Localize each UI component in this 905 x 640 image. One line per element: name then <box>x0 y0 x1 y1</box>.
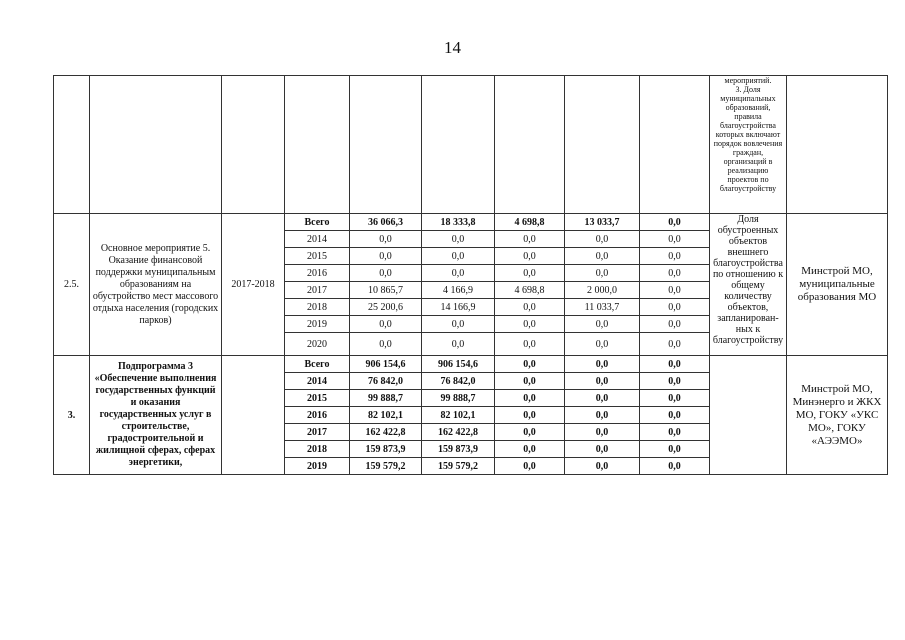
indicator-cell <box>710 356 787 475</box>
value-cell-c4: 0,0 <box>565 458 640 475</box>
value-cell-c3: 0,0 <box>495 248 565 265</box>
value-cell-c4: 0,0 <box>565 373 640 390</box>
year-label-cell: 2017 <box>285 282 350 299</box>
cont-c5-cell <box>640 76 710 214</box>
year-label-cell: 2018 <box>285 441 350 458</box>
value-cell-c4: 0,0 <box>565 356 640 373</box>
value-cell-c1: 159 579,2 <box>350 458 422 475</box>
value-cell-c1: 82 102,1 <box>350 407 422 424</box>
cont-label-cell <box>285 76 350 214</box>
table-row <box>54 214 888 231</box>
cont-executor-cell <box>787 76 888 214</box>
value-cell-c2: 906 154,6 <box>422 356 495 373</box>
value-cell-c1: 162 422,8 <box>350 424 422 441</box>
value-cell-c5: 0,0 <box>640 299 710 316</box>
value-cell-c3: 4 698,8 <box>495 214 565 231</box>
value-cell-c4: 0,0 <box>565 424 640 441</box>
value-cell-c2: 0,0 <box>422 316 495 333</box>
cont-c3-cell <box>495 76 565 214</box>
value-cell-c4: 11 033,7 <box>565 299 640 316</box>
value-cell-c1: 0,0 <box>350 248 422 265</box>
value-cell-c1: 99 888,7 <box>350 390 422 407</box>
value-cell-c3: 4 698,8 <box>495 282 565 299</box>
value-cell-c5: 0,0 <box>640 424 710 441</box>
value-cell-c5: 0,0 <box>640 390 710 407</box>
year-label-cell: 2018 <box>285 299 350 316</box>
value-cell-c4: 0,0 <box>565 231 640 248</box>
value-cell-c4: 0,0 <box>565 248 640 265</box>
value-cell-c5: 0,0 <box>640 265 710 282</box>
value-cell-c1: 25 200,6 <box>350 299 422 316</box>
value-cell-c2: 76 842,0 <box>422 373 495 390</box>
value-cell-c3: 0,0 <box>495 458 565 475</box>
continuation-row <box>54 76 888 214</box>
value-cell-c3: 0,0 <box>495 316 565 333</box>
value-cell-c1: 906 154,6 <box>350 356 422 373</box>
value-cell-c4: 0,0 <box>565 333 640 356</box>
value-cell-c1: 159 873,9 <box>350 441 422 458</box>
value-cell-c3: 0,0 <box>495 231 565 248</box>
value-cell-c5: 0,0 <box>640 214 710 231</box>
value-cell-c2: 14 166,9 <box>422 299 495 316</box>
row-number-cell: 3. <box>54 356 90 475</box>
value-cell-c2: 159 873,9 <box>422 441 495 458</box>
value-cell-c2: 0,0 <box>422 265 495 282</box>
row-number-cell: 2.5. <box>54 214 90 356</box>
value-cell-c2: 162 422,8 <box>422 424 495 441</box>
year-label-cell: 2014 <box>285 231 350 248</box>
value-cell-c1: 0,0 <box>350 265 422 282</box>
value-cell-c5: 0,0 <box>640 356 710 373</box>
year-label-cell: 2015 <box>285 248 350 265</box>
year-label-cell: Всего <box>285 356 350 373</box>
value-cell-c1: 0,0 <box>350 231 422 248</box>
indicator-cell: Доля обустроенных объектов внешнего благоустройства по отношению к общему количеству объектов, запланирован-ных к благоустройству <box>710 214 787 356</box>
value-cell-c2: 0,0 <box>422 248 495 265</box>
value-cell-c3: 0,0 <box>495 441 565 458</box>
cont-c1-cell <box>350 76 422 214</box>
value-cell-c4: 0,0 <box>565 316 640 333</box>
page-number: 14 <box>444 38 461 57</box>
program-table <box>53 75 888 475</box>
value-cell-c2: 0,0 <box>422 333 495 356</box>
value-cell-c2: 159 579,2 <box>422 458 495 475</box>
value-cell-c5: 0,0 <box>640 407 710 424</box>
year-label-cell: 2020 <box>285 333 350 356</box>
year-label-cell: 2019 <box>285 458 350 475</box>
value-cell-c3: 0,0 <box>495 373 565 390</box>
value-cell-c2: 4 166,9 <box>422 282 495 299</box>
value-cell-c4: 2 000,0 <box>565 282 640 299</box>
value-cell-c4: 0,0 <box>565 441 640 458</box>
year-label-cell: 2016 <box>285 265 350 282</box>
year-label-cell: 2019 <box>285 316 350 333</box>
value-cell-c3: 0,0 <box>495 407 565 424</box>
value-cell-c5: 0,0 <box>640 333 710 356</box>
value-cell-c3: 0,0 <box>495 356 565 373</box>
value-cell-c5: 0,0 <box>640 458 710 475</box>
value-cell-c2: 0,0 <box>422 231 495 248</box>
value-cell-c3: 0,0 <box>495 333 565 356</box>
value-cell-c3: 0,0 <box>495 265 565 282</box>
year-label-cell: 2014 <box>285 373 350 390</box>
cont-indicator-cell <box>710 76 787 214</box>
table-row <box>54 356 888 373</box>
value-cell-c2: 18 333,8 <box>422 214 495 231</box>
cont-c2-cell <box>422 76 495 214</box>
cont-num-cell <box>54 76 90 214</box>
value-cell-c4: 0,0 <box>565 407 640 424</box>
value-cell-c2: 82 102,1 <box>422 407 495 424</box>
value-cell-c1: 76 842,0 <box>350 373 422 390</box>
value-cell-c5: 0,0 <box>640 441 710 458</box>
value-cell-c5: 0,0 <box>640 373 710 390</box>
value-cell-c5: 0,0 <box>640 231 710 248</box>
value-cell-c3: 0,0 <box>495 390 565 407</box>
cont-period-cell <box>222 76 285 214</box>
cont-indicator-text: мероприятий. 3. Доля муниципальных образований, правила благоустройства которых включают порядок вовлечения граждан, организаций в реализацию проектов по благоустройству <box>713 76 783 193</box>
measure-name-cell: Основное мероприятие 5. Оказание финансовой поддержки муниципальным образованиям на обустройство мест массового отдыха населения (городских парков) <box>90 214 222 356</box>
cont-name-cell <box>90 76 222 214</box>
year-label-cell: 2016 <box>285 407 350 424</box>
value-cell-c1: 10 865,7 <box>350 282 422 299</box>
cont-c4-cell <box>565 76 640 214</box>
value-cell-c4: 0,0 <box>565 390 640 407</box>
year-label-cell: Всего <box>285 214 350 231</box>
value-cell-c1: 0,0 <box>350 333 422 356</box>
value-cell-c4: 13 033,7 <box>565 214 640 231</box>
year-label-cell: 2017 <box>285 424 350 441</box>
executor-cell: Минстрой МО, Минэнерго и ЖКХ МО, ГОКУ «УКС МО», ГОКУ «АЭЭМО» <box>787 356 888 475</box>
value-cell-c2: 99 888,7 <box>422 390 495 407</box>
year-label-cell: 2015 <box>285 390 350 407</box>
value-cell-c3: 0,0 <box>495 299 565 316</box>
measure-name-cell: Подпрограмма 3 «Обеспечение выполнения государственных функций и оказания государственных услуг в строительстве, градостроительной и жилищной сферах, сферах энергетики, <box>90 356 222 475</box>
value-cell-c5: 0,0 <box>640 282 710 299</box>
period-cell <box>222 356 285 475</box>
period-cell: 2017-2018 <box>222 214 285 356</box>
value-cell-c3: 0,0 <box>495 424 565 441</box>
value-cell-c1: 0,0 <box>350 316 422 333</box>
value-cell-c1: 36 066,3 <box>350 214 422 231</box>
value-cell-c5: 0,0 <box>640 316 710 333</box>
value-cell-c4: 0,0 <box>565 265 640 282</box>
executor-cell: Минстрой МО, муниципальные образования МО <box>787 214 888 356</box>
value-cell-c5: 0,0 <box>640 248 710 265</box>
